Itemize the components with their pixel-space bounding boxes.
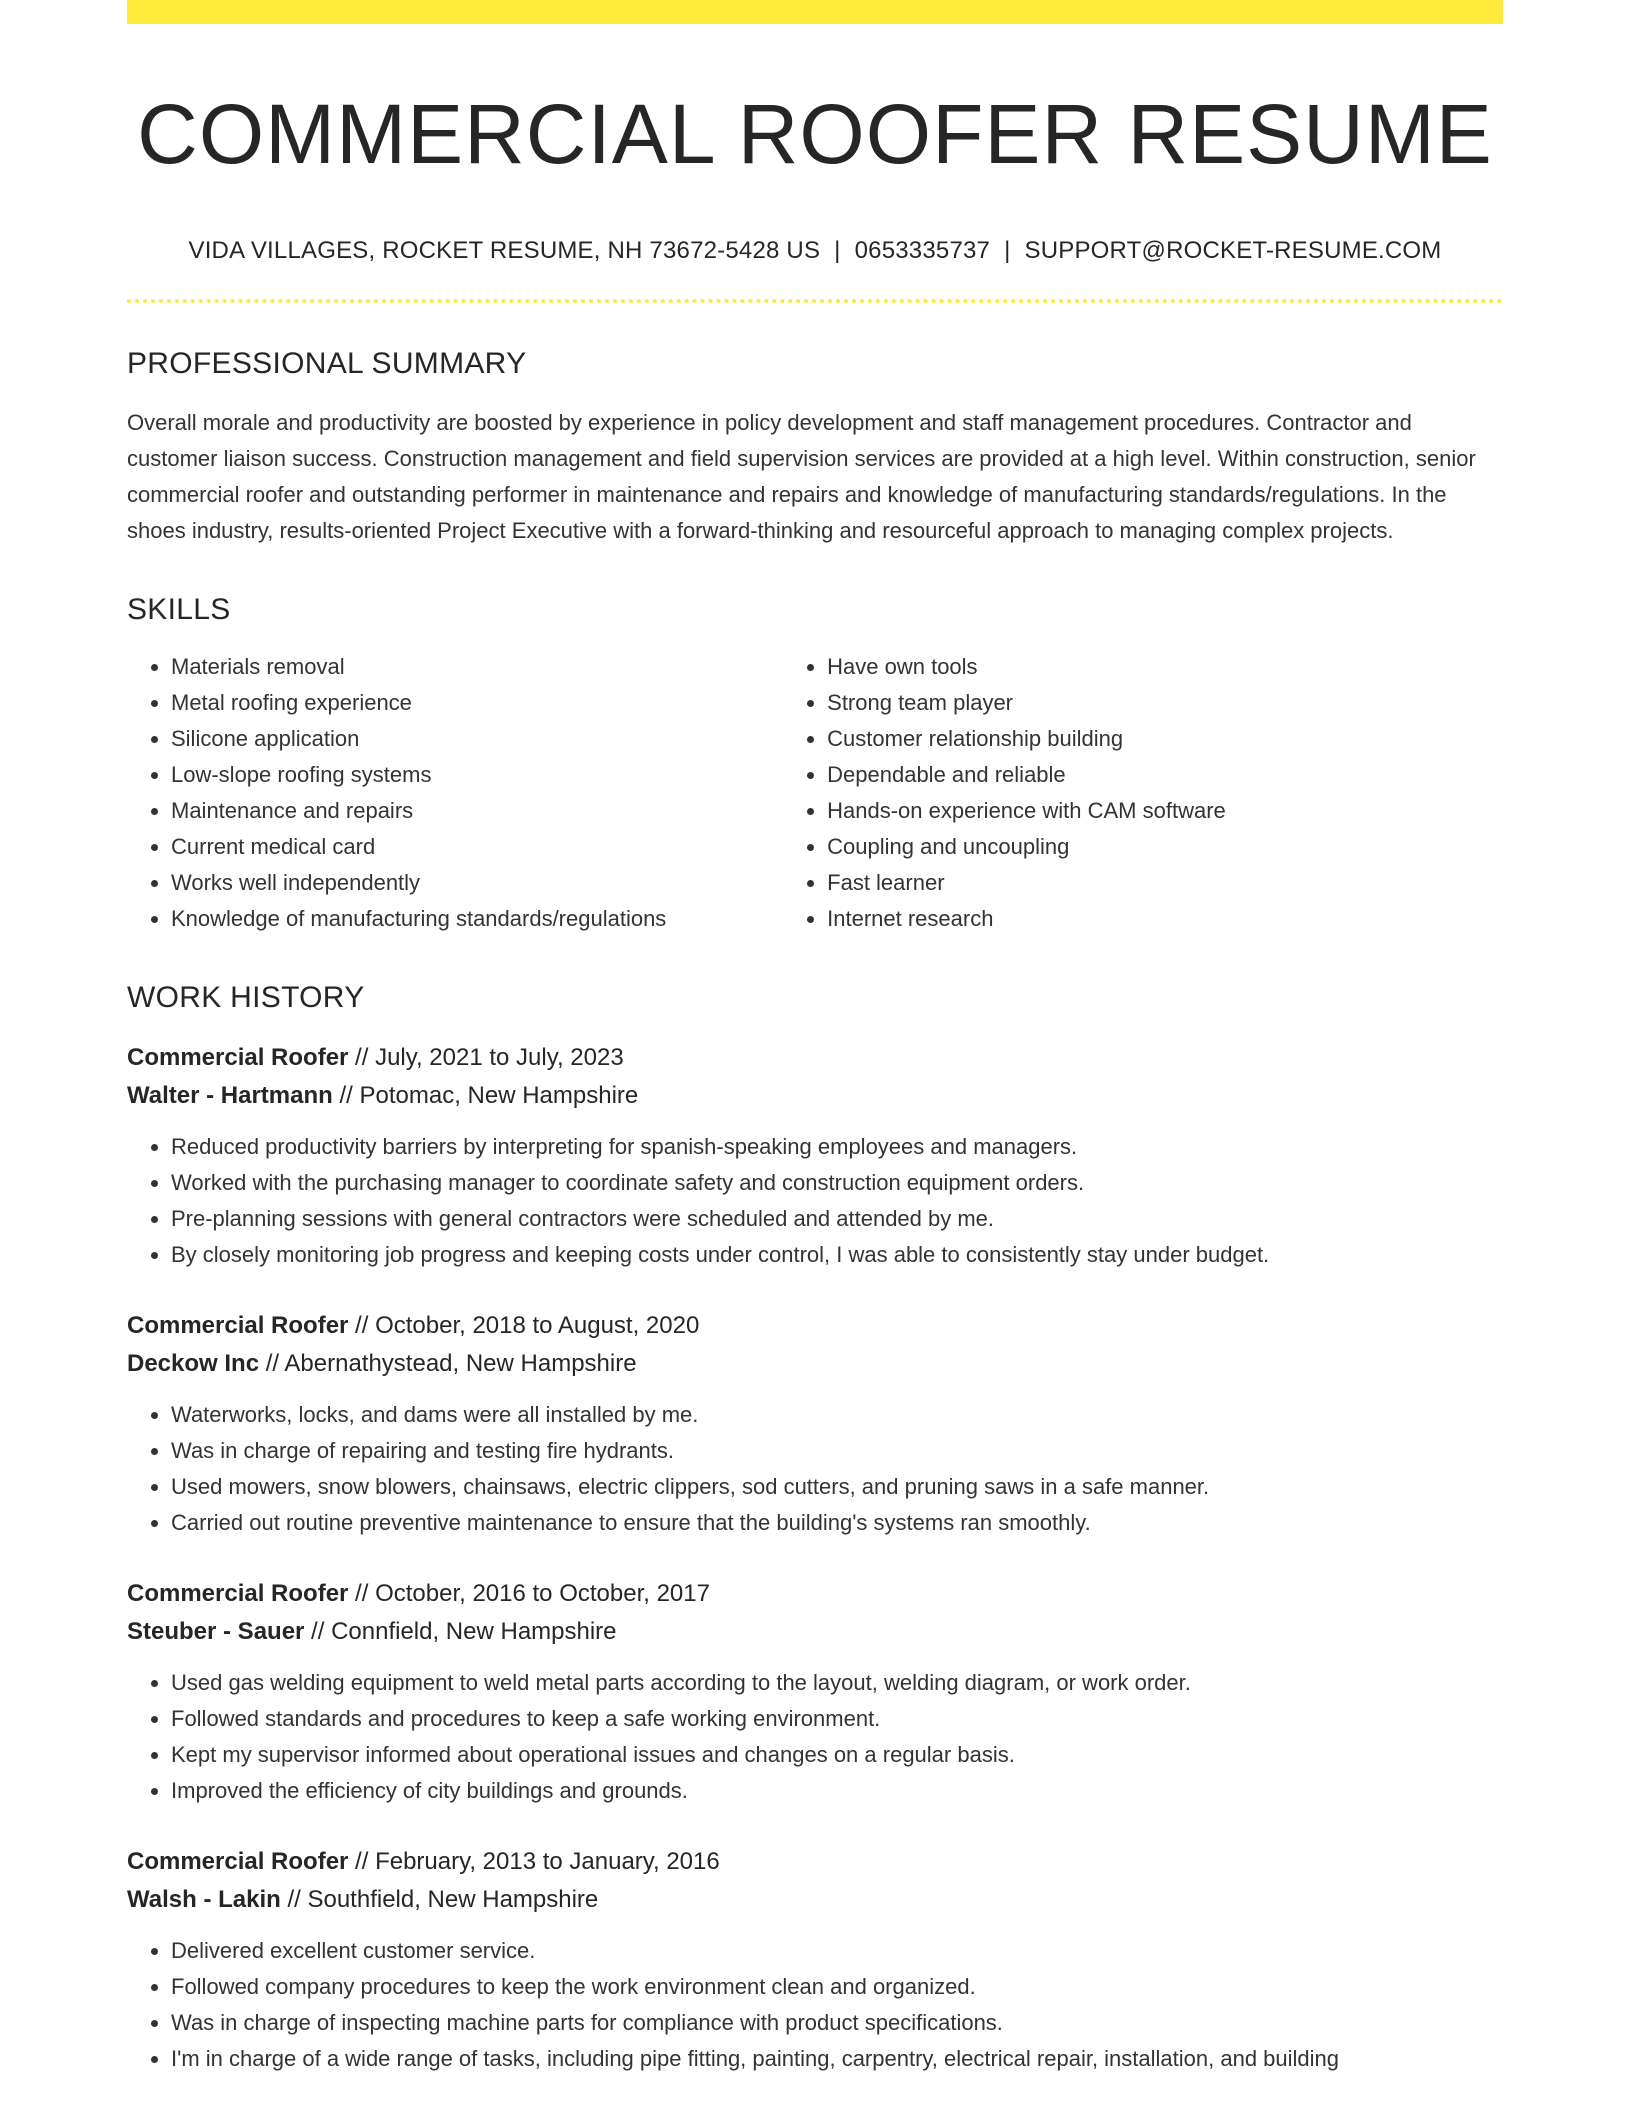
job-company-line xyxy=(127,1881,1503,1919)
job-bullet: • Improved the efficiency of city buildings and grounds. xyxy=(171,1773,1503,1809)
skill-item: • Works well independently xyxy=(171,865,783,901)
job-title-line xyxy=(127,1575,1503,1613)
job-location: // Potomac, New Hampshire xyxy=(332,1081,639,1109)
skill-item: • Have own tools xyxy=(827,649,1503,685)
job-bullet: • Worked with the purchasing manager to coordinate safety and construction equipment orders. xyxy=(171,1165,1503,1201)
skill-item: • Internet research xyxy=(827,901,1503,937)
skill-item: • Dependable and reliable xyxy=(827,757,1503,793)
summary-heading: PROFESSIONAL SUMMARY xyxy=(127,346,527,380)
job-location: // Abernathystead, New Hampshire xyxy=(259,1349,637,1377)
job-bullet: • Kept my supervisor informed about operational issues and changes on a regular basis. xyxy=(171,1737,1503,1773)
skill-item: • Silicone application xyxy=(171,721,783,757)
resume-title: COMMERCIAL ROOFER RESUME xyxy=(137,87,1493,181)
work-history-heading: WORK HISTORY xyxy=(127,980,365,1014)
job-bullets xyxy=(127,1933,1503,2077)
skill-item: • Maintenance and repairs xyxy=(171,793,783,829)
skills-column-right xyxy=(783,649,1503,937)
job-dates: // July, 2021 to July, 2023 xyxy=(348,1043,624,1071)
job-entry xyxy=(127,1039,1503,1273)
job-bullets xyxy=(127,1397,1503,1541)
skill-item: • Knowledge of manufacturing standards/regulations xyxy=(171,901,783,937)
contact-address: VIDA VILLAGES, ROCKET RESUME, NH 73672-5428 US xyxy=(188,236,821,264)
job-location: // Southfield, New Hampshire xyxy=(280,1885,599,1913)
job-entry xyxy=(127,1843,1503,2077)
summary-text: Overall morale and productivity are boosted by experience in policy development and staff management procedures. Contractor and customer liaison success. Construction management and field supervision services are provided at a high level. Within construction, senior commercial roofer and outstanding performer in maintenance and repairs and knowledge of manufacturing standards/regulations. In the shoes industry, results-oriented Project Executive with a forward-thinking and resourceful approach to managing complex projects. xyxy=(127,409,1476,543)
job-bullet: • Delivered excellent customer service. xyxy=(171,1933,1503,1969)
skill-item: • Current medical card xyxy=(171,829,783,865)
job-bullet: • Used gas welding equipment to weld metal parts according to the layout, welding diagram, or work order. xyxy=(171,1665,1503,1701)
contact-line xyxy=(127,237,1503,265)
job-bullet: • Was in charge of repairing and testing fire hydrants. xyxy=(171,1433,1503,1469)
skills-heading: SKILLS xyxy=(127,592,231,626)
job-bullet: • Was in charge of inspecting machine parts for compliance with product specifications. xyxy=(171,2005,1503,2041)
job-title: Commercial Roofer xyxy=(127,1043,349,1071)
job-bullet: • Reduced productivity barriers by interpreting for spanish-speaking employees and managers. xyxy=(171,1129,1503,1165)
skill-item: • Hands-on experience with CAM software xyxy=(827,793,1503,829)
dotted-divider xyxy=(127,299,1503,303)
job-title-line xyxy=(127,1039,1503,1077)
job-title-line xyxy=(127,1307,1503,1345)
job-dates: // October, 2018 to August, 2020 xyxy=(348,1311,700,1339)
job-bullet: • I'm in charge of a wide range of tasks, including pipe fitting, painting, carpentry, electrical repair, installation, and building xyxy=(171,2041,1503,2077)
contact-separator: | xyxy=(1004,236,1011,264)
job-bullets xyxy=(127,1129,1503,1273)
job-bullet: • Followed company procedures to keep the work environment clean and organized. xyxy=(171,1969,1503,2005)
job-company-line xyxy=(127,1077,1503,1115)
job-company: Steuber - Sauer xyxy=(127,1617,305,1645)
skill-item: • Low-slope roofing systems xyxy=(171,757,783,793)
job-entry xyxy=(127,1575,1503,1809)
skill-item: • Strong team player xyxy=(827,685,1503,721)
skill-item: • Fast learner xyxy=(827,865,1503,901)
skills-list xyxy=(127,649,1503,937)
accent-bar xyxy=(127,0,1503,24)
job-bullet: • Waterworks, locks, and dams were all installed by me. xyxy=(171,1397,1503,1433)
job-company: Deckow Inc xyxy=(127,1349,260,1377)
job-bullet: • Followed standards and procedures to keep a safe working environment. xyxy=(171,1701,1503,1737)
job-bullet: • Carried out routine preventive maintenance to ensure that the building's systems ran smoothly. xyxy=(171,1505,1503,1541)
job-bullet: • Pre-planning sessions with general contractors were scheduled and attended by me. xyxy=(171,1201,1503,1237)
contact-email: SUPPORT@ROCKET-RESUME.COM xyxy=(1024,236,1442,264)
job-bullet: • By closely monitoring job progress and keeping costs under control, I was able to consistently stay under budget. xyxy=(171,1237,1503,1273)
job-title-line xyxy=(127,1843,1503,1881)
resume-page xyxy=(127,0,1503,2077)
job-dates: // October, 2016 to October, 2017 xyxy=(348,1579,710,1607)
contact-phone: 0653335737 xyxy=(854,236,991,264)
skill-item: • Customer relationship building xyxy=(827,721,1503,757)
job-location: // Connfield, New Hampshire xyxy=(304,1617,617,1645)
job-company-line xyxy=(127,1345,1503,1383)
job-bullets xyxy=(127,1665,1503,1809)
job-company-line xyxy=(127,1613,1503,1651)
skill-item: • Materials removal xyxy=(171,649,783,685)
job-title: Commercial Roofer xyxy=(127,1579,349,1607)
job-title: Commercial Roofer xyxy=(127,1847,349,1875)
skill-item: • Coupling and uncoupling xyxy=(827,829,1503,865)
skills-column-left xyxy=(127,649,783,937)
job-entry xyxy=(127,1307,1503,1541)
job-company: Walsh - Lakin xyxy=(127,1885,281,1913)
job-bullet: • Used mowers, snow blowers, chainsaws, electric clippers, sod cutters, and pruning saws in a safe manner. xyxy=(171,1469,1503,1505)
job-title: Commercial Roofer xyxy=(127,1311,349,1339)
job-company: Walter - Hartmann xyxy=(127,1081,333,1109)
job-dates: // February, 2013 to January, 2016 xyxy=(348,1847,720,1875)
contact-separator: | xyxy=(834,236,841,264)
skill-item: • Metal roofing experience xyxy=(171,685,783,721)
